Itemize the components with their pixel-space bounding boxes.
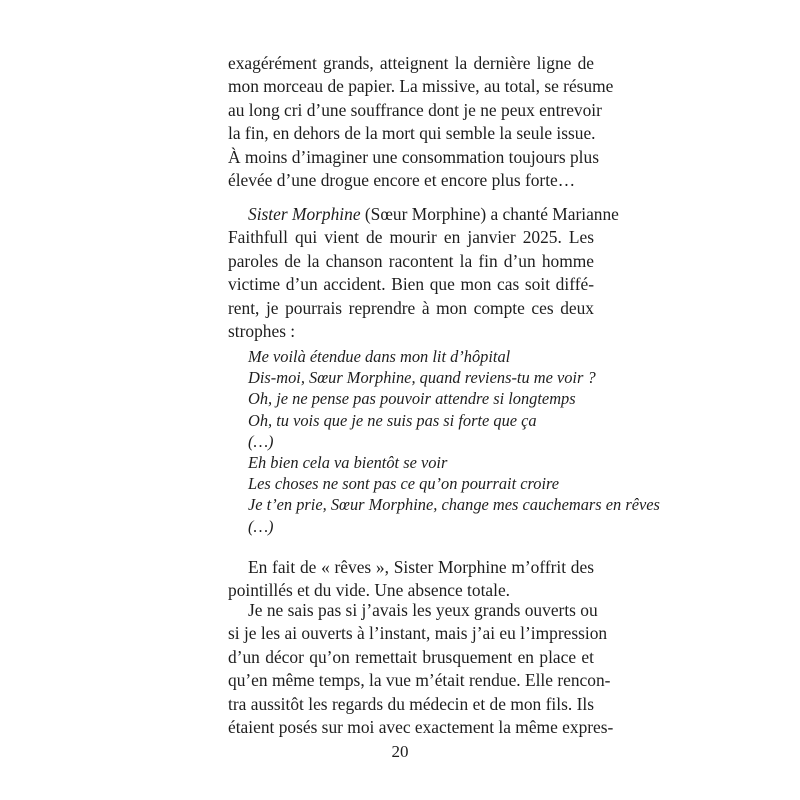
text-line: Je ne sais pas si j’avais les yeux grands ouverts ou: [248, 600, 598, 620]
text-line: exagérément grands, atteignent la dernière ligne de: [228, 53, 594, 73]
text-line: au long cri d’une souffrance dont je ne peux entrevoir: [228, 99, 602, 120]
text-line: strophes :: [228, 320, 296, 341]
text-line: Faithfull qui vient de mourir en janvier 2025. Les: [228, 227, 594, 248]
text-line: [228, 203, 619, 226]
song-lyrics-quote: [228, 346, 660, 537]
verse-line: Oh, tu vois que je ne suis pas si forte que ça: [248, 410, 537, 430]
text-line: la fin, en dehors de la mort qui semble la seule issue.: [228, 123, 596, 144]
verse-line: Me voilà étendue dans mon lit d’hôpital: [248, 347, 511, 366]
text-line: qu’en même temps, la vue m’était rendue. Elle rencon-: [228, 670, 611, 691]
text-fragment: (Sœur Morphine) a chanté Marianne: [360, 204, 619, 224]
paragraph-3: [228, 556, 594, 603]
paragraph-4: [228, 599, 614, 739]
page-number: 20: [391, 742, 409, 761]
text-line: victime d’un accident. Bien que mon cas soit diffé-: [228, 274, 594, 295]
verse-line: (…): [248, 431, 274, 451]
text-line: En fait de « rêves », Sister Morphine m’offrit des: [248, 557, 594, 577]
paragraph-1: [228, 52, 614, 192]
text-line: À moins d’imaginer une consommation toujours plus: [228, 146, 599, 167]
verse-line: Dis-moi, Sœur Morphine, quand reviens-tu me voir ?: [248, 368, 596, 388]
text-line: tra aussitôt les regards du médecin et de mon fils. Ils: [228, 693, 594, 714]
paragraph-2: [228, 203, 619, 343]
text-line: mon morceau de papier. La missive, au total, se résume: [228, 76, 614, 97]
text-line: pointillés et du vide. Une absence totale.: [228, 580, 511, 601]
verse-line: Je t’en prie, Sœur Morphine, change mes cauchemars en rêves: [248, 495, 660, 515]
text-line: paroles de la chanson racontent la fin d’un homme: [228, 250, 594, 271]
verse-line: (…): [248, 516, 274, 536]
text-line: élevée d’une drogue encore et encore plus forte…: [228, 169, 576, 190]
text-line: étaient posés sur moi avec exactement la même expres-: [228, 716, 614, 737]
verse-line: Eh bien cela va bientôt se voir: [248, 452, 448, 472]
text-line: d’un décor qu’on remettait brusquement en place et: [228, 646, 594, 667]
song-title: Sister Morphine: [248, 204, 361, 224]
verse-line: Les choses ne sont pas ce qu’on pourrait croire: [248, 474, 560, 494]
text-line: rent, je pourrais reprendre à mon compte ces deux: [228, 297, 594, 318]
verse-line: Oh, je ne pense pas pouvoir attendre si longtemps: [248, 389, 576, 409]
text-line: si je les ai ouverts à l’instant, mais j’ai eu l’impression: [228, 623, 608, 644]
